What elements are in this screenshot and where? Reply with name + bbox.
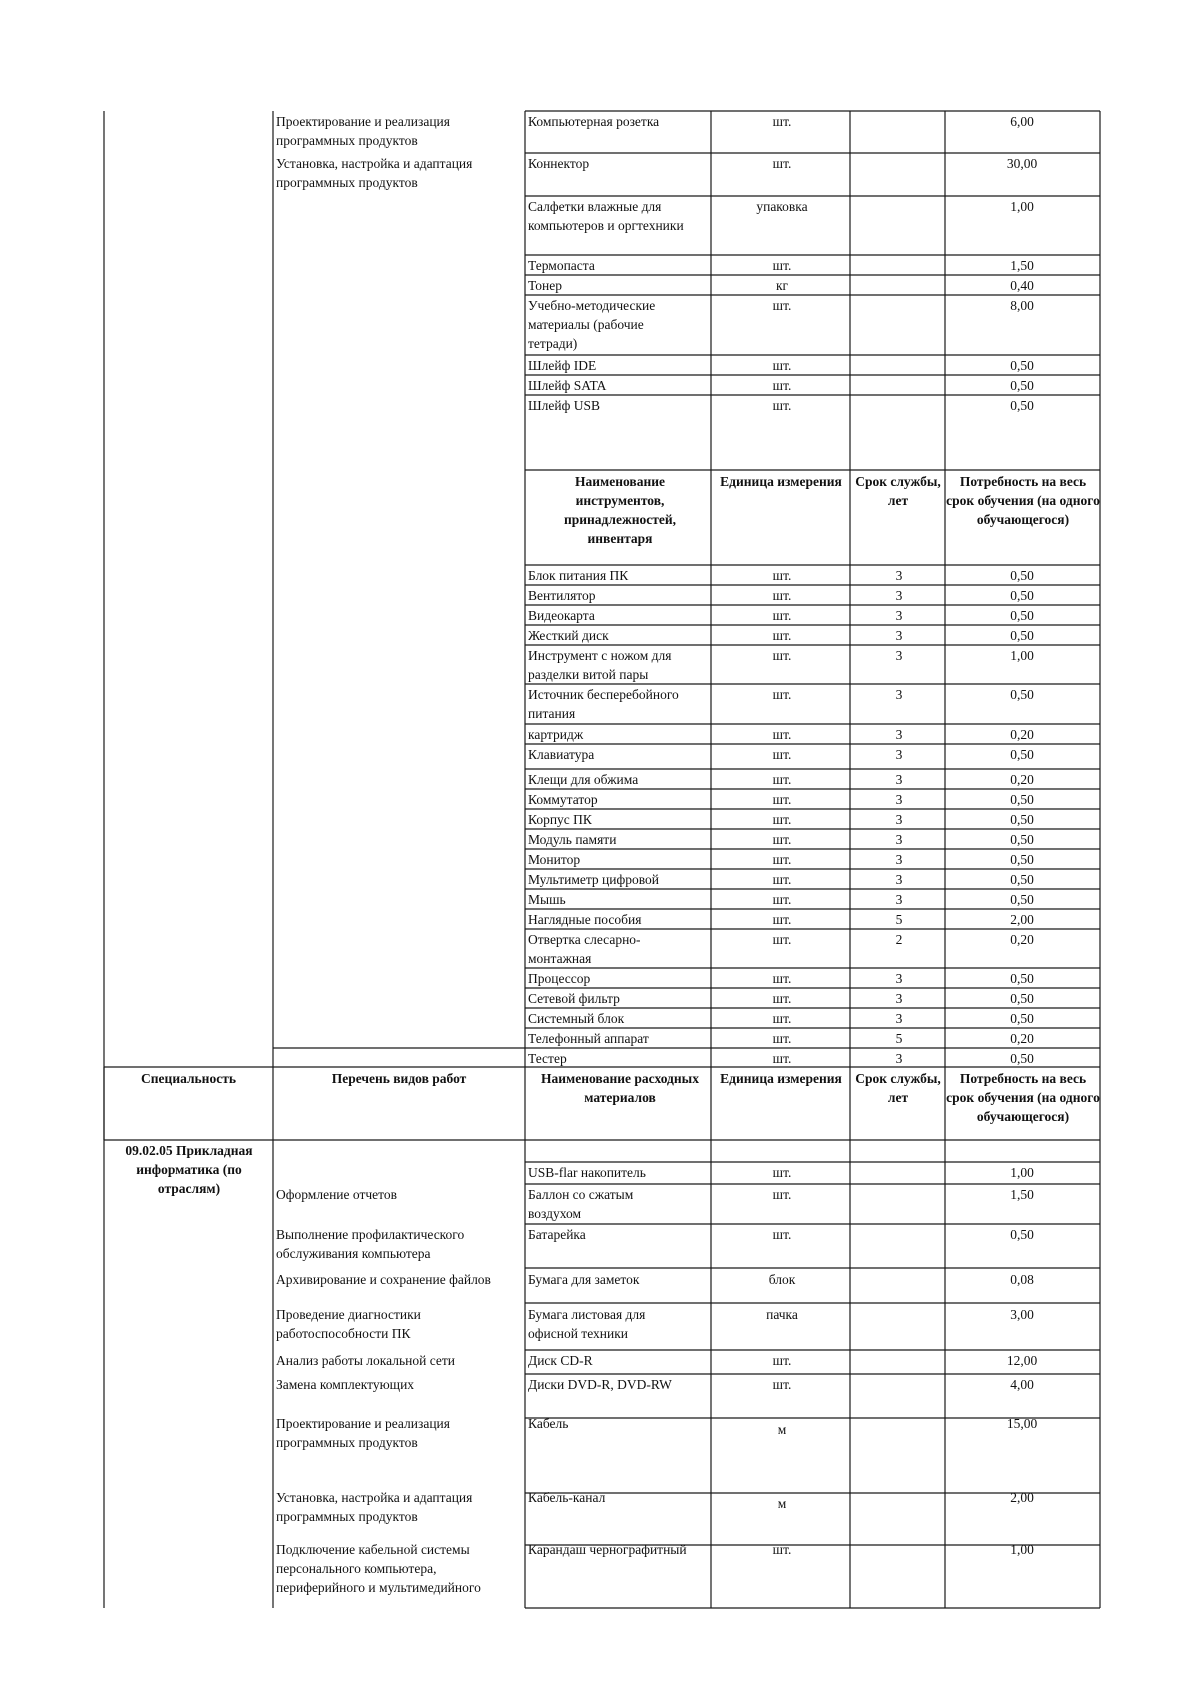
tool-name: Клещи для обжима <box>528 772 639 787</box>
tool-name: Отвертка слесарно-монтажная <box>528 932 641 966</box>
material-name: Коннектор <box>528 156 590 171</box>
material-unit: шт. <box>772 358 792 373</box>
material-unit: м <box>777 1422 787 1437</box>
material-unit: шт. <box>772 1353 792 1368</box>
work-type-item: Выполнение профилактического обслуживания компьютера <box>276 1227 465 1261</box>
material-unit: кг <box>775 278 789 293</box>
tool-need: 0,50 <box>1010 588 1034 603</box>
material-unit: шт. <box>772 1165 792 1180</box>
tool-need: 0,20 <box>1010 727 1034 742</box>
tool-life: 3 <box>895 772 903 787</box>
tool-name: картридж <box>528 727 584 742</box>
material-name: Тонер <box>528 278 562 293</box>
tool-need: 0,50 <box>1010 892 1034 907</box>
material-name: Термопаста <box>528 258 595 273</box>
header-work-types: Перечень видов работ <box>331 1071 467 1086</box>
tool-name: Наглядные пособия <box>528 912 642 927</box>
material-name: Шлейф IDE <box>528 358 597 373</box>
tool-unit: шт. <box>772 727 792 742</box>
tool-life: 5 <box>895 1031 903 1046</box>
tool-need: 0,50 <box>1010 872 1034 887</box>
tool-unit: шт. <box>772 747 792 762</box>
material-name: Учебно-методические материалы (рабочие тетради) <box>528 298 656 351</box>
work-type-item: Подключение кабельной системы персонального компьютера, периферийного и мультимедийного <box>276 1542 481 1595</box>
header-unit: Единица измерения <box>720 1071 842 1086</box>
header-need: Потребность на весь срок обучения (на одного обучающегося) <box>946 1071 1100 1124</box>
material-unit: блок <box>768 1272 796 1287</box>
tool-life: 3 <box>895 832 903 847</box>
tool-unit: шт. <box>772 872 792 887</box>
tool-life: 3 <box>895 588 903 603</box>
tool-unit: шт. <box>772 628 792 643</box>
material-name: Шлейф USB <box>528 398 600 413</box>
tool-unit: шт. <box>772 991 792 1006</box>
material-need: 1,50 <box>1010 258 1034 273</box>
tool-life: 3 <box>895 568 903 583</box>
tool-need: 0,50 <box>1010 971 1034 986</box>
tool-unit: шт. <box>772 892 792 907</box>
tool-life: 3 <box>895 852 903 867</box>
material-need: 1,00 <box>1010 1165 1034 1180</box>
header-specialty: Специальность <box>141 1071 236 1086</box>
material-unit: шт. <box>772 1187 792 1202</box>
tools-header-need: Потребность на весь срок обучения (на одного обучающегося) <box>946 474 1100 527</box>
tool-life: 3 <box>895 1011 903 1026</box>
tool-name: Коммутатор <box>528 792 598 807</box>
tool-life: 3 <box>895 608 903 623</box>
tool-name: Мышь <box>528 892 566 907</box>
tool-life: 3 <box>895 812 903 827</box>
material-unit: шт. <box>772 398 792 413</box>
work-type-item: Замена комплектующих <box>276 1377 415 1392</box>
tool-life: 3 <box>895 727 903 742</box>
material-need: 8,00 <box>1010 298 1034 313</box>
tool-need: 0,50 <box>1010 608 1034 623</box>
material-unit: шт. <box>772 1227 792 1242</box>
work-type-item: Проведение диагностики работоспособности ПК <box>276 1307 421 1341</box>
tool-name: Телефонный аппарат <box>528 1031 649 1046</box>
material-need: 6,00 <box>1010 114 1034 129</box>
material-name: Баллон со сжатым воздухом <box>528 1187 634 1221</box>
material-name: Диск CD-R <box>528 1353 593 1368</box>
material-need: 1,00 <box>1010 199 1034 214</box>
tool-need: 0,50 <box>1010 628 1034 643</box>
material-name: Карандаш чернографитный <box>528 1542 687 1557</box>
tool-name: Системный блок <box>528 1011 625 1026</box>
material-unit: упаковка <box>756 199 808 214</box>
tool-life: 3 <box>895 971 903 986</box>
work-type-item: Установка, настройка и адаптация программных продуктов <box>276 156 473 190</box>
material-need: 12,00 <box>1006 1353 1038 1368</box>
material-need: 0,50 <box>1010 358 1034 373</box>
tool-need: 0,50 <box>1010 852 1034 867</box>
material-unit: шт. <box>772 156 792 171</box>
material-unit: пачка <box>766 1307 798 1322</box>
tool-name: Инструмент с ножом для разделки витой пары <box>528 648 672 682</box>
tool-name: Корпус ПК <box>528 812 592 827</box>
tool-name: Модуль памяти <box>528 832 617 847</box>
tools-header-name: Наименование инструментов, принадлежностей, инвентаря <box>563 474 677 546</box>
tool-name: Вентилятор <box>528 588 596 603</box>
material-need: 15,00 <box>1006 1416 1038 1431</box>
tool-name: Жесткий диск <box>528 628 609 643</box>
tool-need: 0,20 <box>1010 1031 1034 1046</box>
tool-name: Источник бесперебойного питания <box>528 687 679 721</box>
material-need: 3,00 <box>1010 1307 1034 1322</box>
material-need: 0,08 <box>1010 1272 1034 1287</box>
work-type-item: Установка, настройка и адаптация программных продуктов <box>276 1490 473 1524</box>
work-type-item: Анализ работы локальной сети <box>276 1353 455 1368</box>
tool-need: 0,50 <box>1010 747 1034 762</box>
tool-name: Видеокарта <box>528 608 595 623</box>
tool-need: 0,50 <box>1010 568 1034 583</box>
tool-need: 2,00 <box>1010 912 1034 927</box>
material-unit: шт. <box>772 1542 792 1557</box>
tool-unit: шт. <box>772 648 792 663</box>
material-name: Кабель-канал <box>528 1490 606 1505</box>
tool-unit: шт. <box>772 1051 792 1066</box>
tool-need: 0,50 <box>1010 1011 1034 1026</box>
tool-life: 3 <box>895 892 903 907</box>
work-type-item: Проектирование и реализация программных продуктов <box>276 114 450 148</box>
tool-life: 3 <box>895 648 903 663</box>
tool-life: 3 <box>895 991 903 1006</box>
work-type-item: Архивирование и сохранение файлов <box>276 1272 491 1287</box>
tool-need: 0,50 <box>1010 991 1034 1006</box>
tool-need: 0,50 <box>1010 1051 1034 1066</box>
tools-header-life: Срок службы, лет <box>855 474 941 508</box>
material-need: 30,00 <box>1006 156 1038 171</box>
tool-unit: шт. <box>772 971 792 986</box>
material-name: Салфетки влажные для компьютеров и оргтехники <box>528 199 684 233</box>
tool-name: Блок питания ПК <box>528 568 629 583</box>
tool-need: 0,20 <box>1010 772 1034 787</box>
tool-name: Клавиатура <box>528 747 595 762</box>
material-need: 2,00 <box>1010 1490 1034 1505</box>
tool-life: 5 <box>895 912 903 927</box>
material-unit: шт. <box>772 298 792 313</box>
tool-name: Мультиметр цифровой <box>528 872 660 887</box>
tool-life: 3 <box>895 687 903 702</box>
material-name: Бумага листовая для офисной техники <box>528 1307 646 1341</box>
tool-life: 2 <box>895 932 903 947</box>
tool-need: 0,50 <box>1010 687 1034 702</box>
tool-unit: шт. <box>772 687 792 702</box>
tool-unit: шт. <box>772 812 792 827</box>
tool-need: 0,20 <box>1010 932 1034 947</box>
tool-life: 3 <box>895 1051 903 1066</box>
tools-header-unit: Единица измерения <box>720 474 842 489</box>
material-unit: м <box>777 1496 787 1511</box>
tool-unit: шт. <box>772 932 792 947</box>
tool-unit: шт. <box>772 792 792 807</box>
material-name: USB-flar накопитель <box>528 1165 646 1180</box>
tool-unit: шт. <box>772 852 792 867</box>
tool-unit: шт. <box>772 588 792 603</box>
material-unit: шт. <box>772 1377 792 1392</box>
header-materials: Наименование расходных материалов <box>541 1071 699 1105</box>
material-need: 0,50 <box>1010 398 1034 413</box>
material-name: Компьютерная розетка <box>528 114 660 129</box>
specialty-name: 09.02.05 Прикладная информатика (по отраслям) <box>125 1143 253 1196</box>
material-need: 1,00 <box>1010 1542 1034 1557</box>
material-name: Батарейка <box>528 1227 586 1242</box>
tool-unit: шт. <box>772 1011 792 1026</box>
material-name: Кабель <box>528 1416 569 1431</box>
tool-life: 3 <box>895 872 903 887</box>
tool-life: 3 <box>895 628 903 643</box>
tool-name: Сетевой фильтр <box>528 991 620 1006</box>
material-unit: шт. <box>772 378 792 393</box>
tool-unit: шт. <box>772 608 792 623</box>
material-name: Диски DVD-R, DVD-RW <box>528 1377 672 1392</box>
material-unit: шт. <box>772 258 792 273</box>
tool-unit: шт. <box>772 912 792 927</box>
tool-name: Монитор <box>528 852 581 867</box>
work-type-item: Оформление отчетов <box>276 1187 397 1202</box>
tool-need: 0,50 <box>1010 792 1034 807</box>
tool-life: 3 <box>895 747 903 762</box>
material-need: 0,50 <box>1010 378 1034 393</box>
material-need: 1,50 <box>1010 1187 1034 1202</box>
tool-need: 0,50 <box>1010 812 1034 827</box>
material-need: 4,00 <box>1010 1377 1034 1392</box>
header-life: Срок службы, лет <box>855 1071 941 1105</box>
material-name: Шлейф SATA <box>528 378 607 393</box>
material-name: Бумага для заметок <box>528 1272 640 1287</box>
tool-unit: шт. <box>772 772 792 787</box>
tool-need: 1,00 <box>1010 648 1034 663</box>
tool-unit: шт. <box>772 832 792 847</box>
material-unit: шт. <box>772 114 792 129</box>
tool-unit: шт. <box>772 1031 792 1046</box>
material-need: 0,50 <box>1010 1227 1034 1242</box>
work-type-item: Проектирование и реализация программных продуктов <box>276 1416 450 1450</box>
material-need: 0,40 <box>1010 278 1034 293</box>
tool-unit: шт. <box>772 568 792 583</box>
tool-name: Тестер <box>528 1051 567 1066</box>
tool-life: 3 <box>895 792 903 807</box>
tool-need: 0,50 <box>1010 832 1034 847</box>
tool-name: Процессор <box>528 971 591 986</box>
